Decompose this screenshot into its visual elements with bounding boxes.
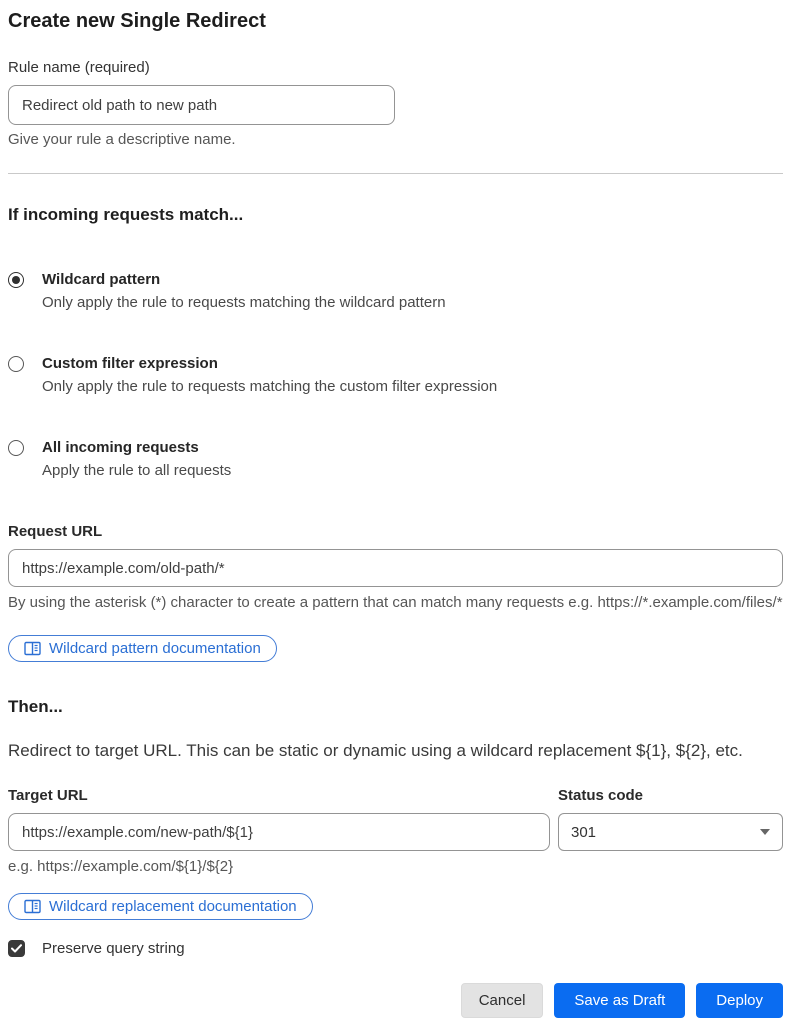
cancel-button[interactable]: Cancel [461, 983, 544, 1018]
radio-description: Only apply the rule to requests matching the wildcard pattern [42, 294, 446, 311]
request-url-input[interactable] [8, 549, 783, 587]
request-url-label: Request URL [8, 523, 103, 540]
radio-option-wildcard-pattern[interactable] [8, 270, 783, 313]
target-url-help: e.g. https://example.com/${1}/${2} [8, 858, 234, 875]
doc-button-label: Wildcard replacement documentation [49, 898, 297, 915]
match-type-radio-group [8, 270, 783, 481]
target-url-status-row [8, 762, 783, 877]
checkbox-icon[interactable] [8, 940, 25, 957]
radio-label: Custom filter expression [42, 355, 218, 372]
status-code-select[interactable] [558, 813, 783, 851]
book-icon [24, 641, 41, 656]
request-url-help: By using the asterisk (*) character to create a pattern that can match many requests e.g. https://*.example.com/files/* [8, 594, 783, 611]
radio-label: All incoming requests [42, 439, 199, 456]
rule-name-label: Rule name (required) [8, 59, 150, 76]
target-url-input[interactable] [8, 813, 550, 851]
chevron-down-icon [760, 829, 770, 835]
deploy-button[interactable]: Deploy [696, 983, 783, 1018]
radio-description: Apply the rule to all requests [42, 462, 232, 479]
save-as-draft-button[interactable]: Save as Draft [554, 983, 685, 1018]
status-code-value: 301 [571, 823, 597, 841]
match-section-heading: If incoming requests match... [8, 205, 244, 224]
page-title: Create new Single Redirect [8, 10, 266, 32]
doc-button-label: Wildcard pattern documentation [49, 640, 261, 657]
wildcard-pattern-doc-button[interactable] [8, 635, 277, 662]
status-code-label: Status code [558, 787, 644, 804]
then-section-heading: Then... [8, 697, 63, 716]
section-divider [8, 173, 783, 174]
rule-name-input[interactable] [8, 85, 395, 125]
target-url-label: Target URL [8, 787, 88, 804]
radio-button-icon[interactable] [8, 356, 24, 372]
then-description: Redirect to target URL. This can be static or dynamic using a wildcard replacement ${1}, ${2}, etc. [8, 741, 743, 760]
book-icon [24, 899, 41, 914]
radio-description: Only apply the rule to requests matching the custom filter expression [42, 378, 498, 395]
radio-option-custom-filter[interactable] [8, 354, 783, 397]
wildcard-replacement-doc-button[interactable] [8, 893, 313, 920]
preserve-query-string-label: Preserve query string [42, 940, 185, 957]
radio-button-icon[interactable] [8, 440, 24, 456]
preserve-query-string-row[interactable] [8, 940, 783, 957]
radio-label: Wildcard pattern [42, 271, 161, 288]
rule-name-help: Give your rule a descriptive name. [8, 131, 236, 148]
form-actions [8, 983, 783, 1025]
radio-option-all-requests[interactable] [8, 438, 783, 481]
radio-button-icon[interactable] [8, 272, 24, 288]
